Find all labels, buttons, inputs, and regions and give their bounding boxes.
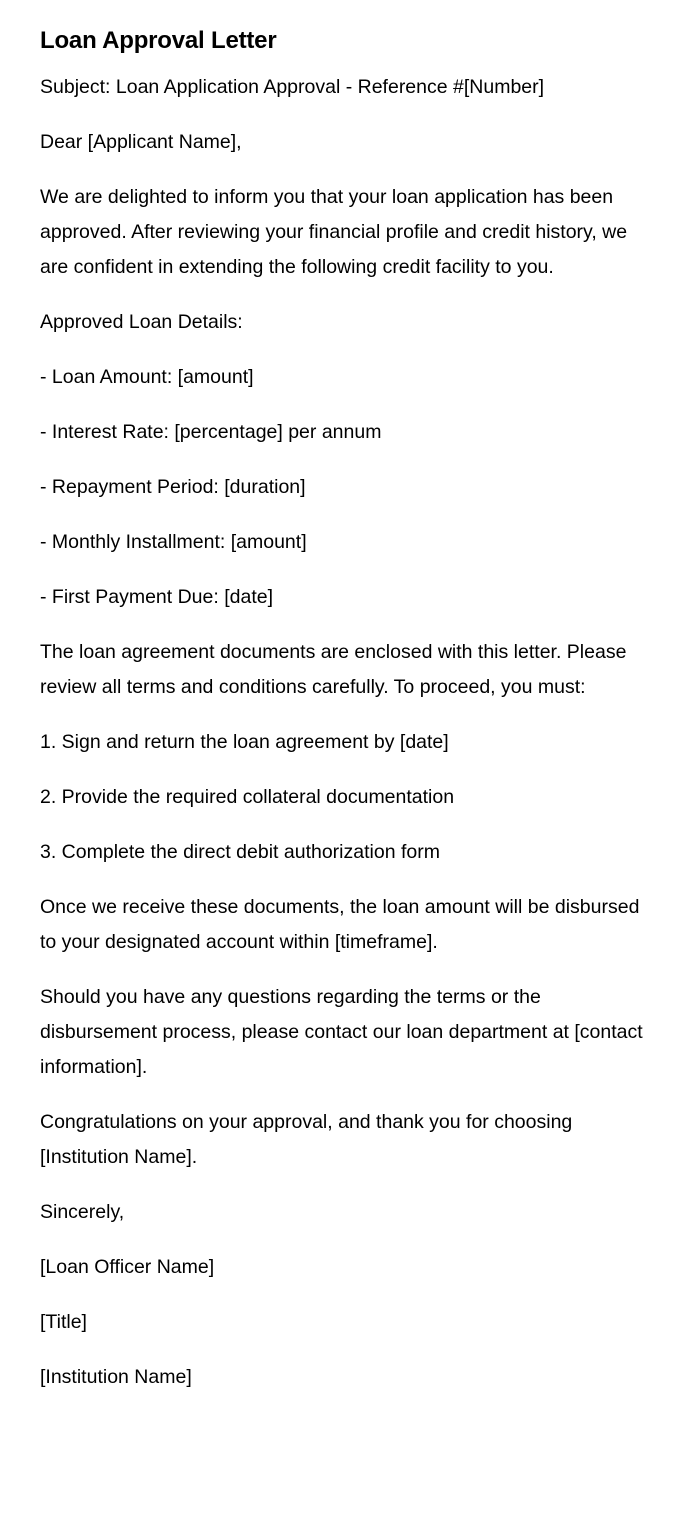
details-heading: Approved Loan Details: — [40, 311, 243, 333]
detail-item-repayment-period: - Repayment Period: [duration] — [40, 476, 306, 498]
intro-paragraph: We are delighted to inform you that your loan application has been approved. After reviewing your financial profile and credit history, we are confident in extending the following credit facility to you. — [40, 186, 628, 278]
signature-title: [Title] — [40, 1311, 87, 1333]
step-item-collateral: 2. Provide the required collateral documentation — [40, 786, 455, 808]
document-title: Loan Approval Letter — [40, 27, 277, 54]
congratulations-paragraph: Congratulations on your approval, and thank you for choosing [Institution Name]. — [40, 1111, 573, 1168]
salutation: Dear [Applicant Name], — [40, 131, 242, 153]
detail-item-loan-amount: - Loan Amount: [amount] — [40, 366, 254, 388]
detail-item-first-payment: - First Payment Due: [date] — [40, 586, 274, 608]
questions-paragraph: Should you have any questions regarding the terms or the disbursement process, please contact our loan department at [contact information]. — [40, 986, 643, 1078]
step-item-sign: 1. Sign and return the loan agreement by [date] — [40, 731, 449, 753]
subject-line: Subject: Loan Application Approval - Reference #[Number] — [40, 76, 545, 98]
signature-name: [Loan Officer Name] — [40, 1256, 215, 1278]
detail-item-monthly-installment: - Monthly Installment: [amount] — [40, 531, 307, 553]
closing: Sincerely, — [40, 1201, 125, 1223]
detail-item-interest-rate: - Interest Rate: [percentage] per annum — [40, 421, 382, 443]
disbursement-paragraph: Once we receive these documents, the loan amount will be disbursed to your designated account within [timeframe]. — [40, 896, 640, 953]
signature-institution: [Institution Name] — [40, 1366, 192, 1388]
step-item-debit-form: 3. Complete the direct debit authorization form — [40, 841, 440, 863]
enclosure-paragraph: The loan agreement documents are enclosed with this letter. Please review all terms and conditions carefully. To proceed, you must: — [40, 641, 627, 698]
